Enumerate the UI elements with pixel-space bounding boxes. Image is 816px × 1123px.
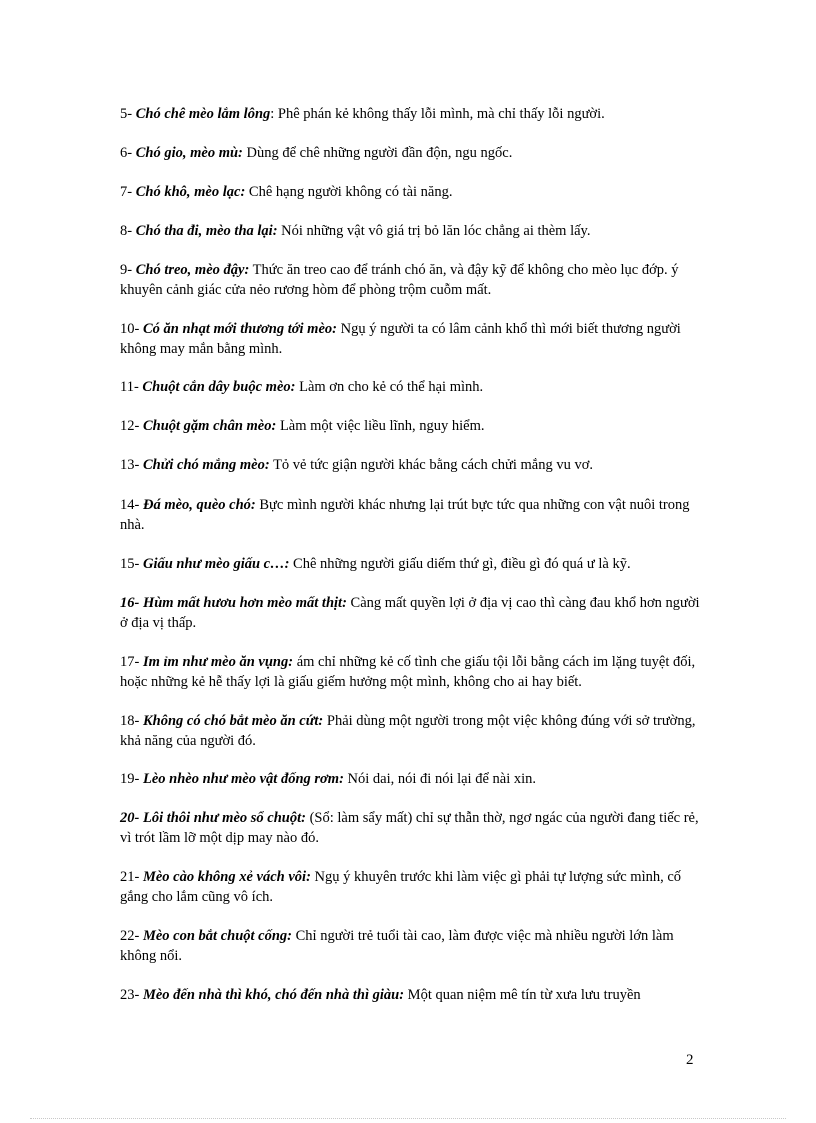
entry-term: Chó treo, mèo đậy: <box>135 262 250 278</box>
list-item <box>120 104 705 124</box>
list-item <box>120 985 705 1005</box>
entry-term: Lôi thôi như mèo sổ chuột: <box>142 810 306 826</box>
list-item <box>120 554 705 574</box>
entry-number: 9- <box>120 262 136 278</box>
entry-number: 7- <box>120 184 136 200</box>
list-item <box>120 495 705 535</box>
entry-meaning: Dùng để chê những người đần độn, ngu ngốc. <box>246 145 513 161</box>
entry-term: Có ăn nhạt mới thương tới mèo: <box>142 321 337 337</box>
entry-number: 23- <box>120 987 143 1003</box>
entry-term: Không có chó bắt mèo ăn cứt: <box>142 713 324 729</box>
entry-number: 6- <box>120 145 136 161</box>
entry-meaning: Nói dai, nói đi nói lại để nài xin. <box>347 771 537 787</box>
entry-term: Im ỉm như mèo ăn vụng: <box>142 654 294 670</box>
entry-number: 19- <box>120 771 143 787</box>
list-item <box>120 808 705 848</box>
entry-term: Chửi chó mắng mèo: <box>142 457 270 473</box>
page-number: 2 <box>686 1052 694 1068</box>
list-item <box>120 319 705 359</box>
entry-term: Mèo cào không xẻ vách vôi: <box>142 869 311 885</box>
entry-meaning: Nói những vật vô giá trị bỏ lăn lóc chẳng ai thèm lấy. <box>281 223 591 239</box>
entry-number: 13- <box>120 457 143 473</box>
entry-number: 21- <box>120 869 143 885</box>
entry-number: 18- <box>120 713 143 729</box>
entry-meaning: Ngụ ý khuyên trước khi làm việc gì phải tự lượng sức mình, cố gắng cho lắm cũng vô ích. <box>120 869 682 905</box>
entry-term: Chó tha đi, mèo tha lại: <box>135 223 278 239</box>
entry-term: Chuột cắn dây buộc mèo: <box>142 379 296 395</box>
list-item <box>120 769 705 789</box>
list-item <box>120 377 705 397</box>
list-item <box>120 143 705 163</box>
list-item <box>120 221 705 241</box>
list-item <box>120 455 705 475</box>
entry-separator: : <box>270 106 278 122</box>
entry-meaning: Làm một việc liều lĩnh, nguy hiểm. <box>279 418 485 434</box>
list-item <box>120 593 705 633</box>
entry-term: Lèo nhèo như mèo vật đống rơm: <box>142 771 344 787</box>
entry-term: Mèo đến nhà thì khó, chó đến nhà thì giàu: <box>142 987 405 1003</box>
list-item <box>120 260 705 300</box>
entry-term: Chuột gặm chân mèo: <box>142 418 277 434</box>
entry-meaning: Chê hạng người không có tài năng. <box>248 184 453 200</box>
entry-number: 12- <box>120 418 143 434</box>
list-item <box>120 416 705 436</box>
list-item <box>120 867 705 907</box>
entry-meaning: Thức ăn treo cao để tránh chó ăn, và đậy kỹ để không cho mèo lục đớp. ý khuyên cảnh giác cửa nẻo rương hòm để phòng trộm cuỗm mất. <box>120 262 679 298</box>
entry-meaning: Một quan niệm mê tín từ xưa lưu truyền <box>407 987 641 1003</box>
entry-number: 11- <box>120 379 143 395</box>
entry-term: Chó chê mèo lắm lông <box>135 106 271 122</box>
entry-number: 10- <box>120 321 143 337</box>
list-item <box>120 711 705 751</box>
entry-number: 15- <box>120 556 143 572</box>
entry-number: 5- <box>120 106 136 122</box>
list-item <box>120 652 705 692</box>
entry-number: 17- <box>120 654 143 670</box>
entry-number: 20- <box>120 810 143 826</box>
entry-meaning: Phải dùng một người trong một việc không đúng với sở trường, khả năng của người đó. <box>120 713 696 749</box>
entry-meaning: Chê những người giấu diếm thứ gì, điều gì đó quá ư là kỹ. <box>293 556 631 572</box>
entry-meaning: Làm ơn cho kẻ có thể hại mình. <box>299 379 484 395</box>
entry-term: Hùm mất hươu hơn mèo mất thịt: <box>142 595 347 611</box>
entry-term: Chó gio, mèo mù: <box>135 145 243 161</box>
entry-number: 16- <box>120 595 143 611</box>
entry-number: 8- <box>120 223 136 239</box>
list-item <box>120 926 705 966</box>
entry-meaning: Bực mình người khác nhưng lại trút bực tức qua những con vật nuôi trong nhà. <box>120 497 690 533</box>
entry-term: Chó khô, mèo lạc: <box>135 184 246 200</box>
entry-meaning: (Sổ: làm sẩy mất) chỉ sự thẫn thờ, ngơ ngác của người đang tiếc rẻ, vì trót lầm lỡ một dịp may nào đó. <box>120 810 699 846</box>
entry-meaning: Càng mất quyền lợi ở địa vị cao thì càng đau khổ hơn người ở địa vị thấp. <box>120 595 700 631</box>
entry-meaning: Chỉ người trẻ tuổi tài cao, làm được việc mà nhiều người lớn làm không nổi. <box>120 928 674 964</box>
entry-term: Đá mèo, quèo chó: <box>142 497 256 513</box>
entry-meaning: Phê phán kẻ không thấy lỗi mình, mà chỉ thấy lỗi người. <box>277 106 605 122</box>
entry-number: 22- <box>120 928 143 944</box>
entry-meaning: Ngụ ý người ta có lâm cảnh khổ thì mới biết thương người không may mắn bằng mình. <box>120 321 681 357</box>
page-bottom-border <box>30 1118 786 1119</box>
list-item <box>120 182 705 202</box>
entry-meaning: Tỏ vẻ tức giận người khác bằng cách chửi mắng vu vơ. <box>273 457 594 473</box>
entry-term: Mèo con bắt chuột cống: <box>142 928 292 944</box>
entry-number: 14- <box>120 497 143 513</box>
entry-meaning: ám chỉ những kẻ cố tình che giấu tội lỗi bằng cách im lặng tuyệt đối, hoặc những kẻ hễ thấy lợi là giấu giếm hưởng một mình, không cho ai hay biết. <box>120 654 696 690</box>
entry-term: Giấu như mèo giấu c…: <box>142 556 290 572</box>
